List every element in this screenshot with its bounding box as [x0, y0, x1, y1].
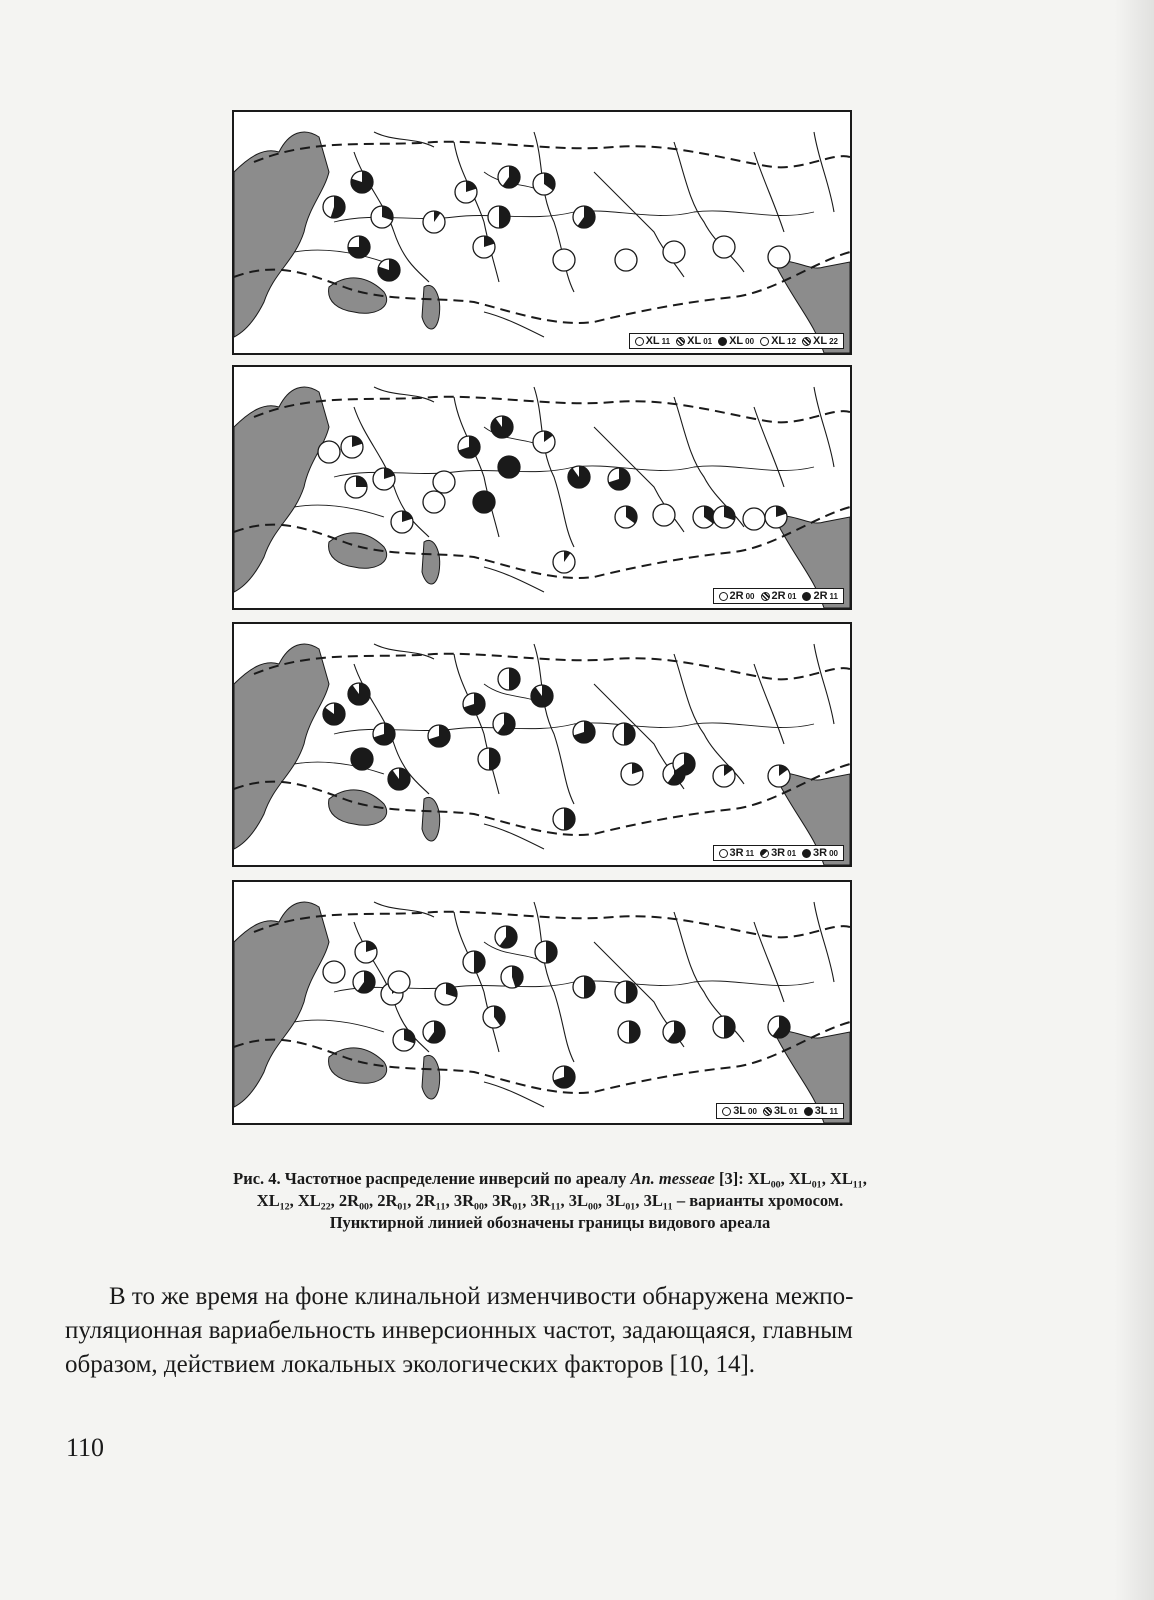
legend-label: 3R — [813, 847, 828, 859]
pie-outline — [433, 471, 455, 493]
page-number: 110 — [66, 1433, 105, 1462]
legend-entry — [722, 1105, 757, 1117]
population-pie — [318, 441, 340, 463]
river-line-3 — [534, 644, 574, 804]
legend-subscript: 01 — [788, 1106, 798, 1116]
population-pie — [341, 436, 363, 458]
river-line-9 — [484, 824, 544, 849]
population-pie — [608, 468, 630, 490]
pie-slice — [564, 808, 575, 830]
hatched-circle-icon — [802, 337, 811, 346]
range-boundary-north — [254, 654, 850, 680]
region-border-1 — [334, 212, 574, 222]
legend-label: 2R — [771, 590, 786, 602]
legend-label: 2R — [813, 590, 828, 602]
map-panel-2r — [232, 365, 852, 610]
population-pie — [535, 941, 557, 963]
pie-slice — [568, 466, 590, 488]
population-pie — [531, 685, 553, 707]
population-pie — [388, 971, 410, 993]
population-pie — [323, 703, 345, 725]
river-line-9 — [484, 312, 544, 337]
population-pie — [653, 504, 675, 526]
pie-outline — [318, 441, 340, 463]
legend-2r — [713, 588, 844, 604]
population-pie — [393, 1029, 415, 1051]
legend-label: 3L — [814, 1105, 828, 1117]
legend-entry — [760, 335, 796, 347]
filled-circle-icon — [802, 849, 811, 858]
legend-label: XL — [813, 335, 828, 347]
river-line-2 — [454, 654, 499, 794]
population-pie — [373, 723, 395, 745]
region-border-1 — [334, 467, 574, 477]
population-pie — [533, 173, 555, 195]
river-line-3 — [534, 387, 574, 547]
river-line-9 — [484, 567, 544, 592]
range-boundary-south — [234, 764, 850, 835]
legend-label: 2R — [729, 590, 744, 602]
range-boundary-north — [254, 912, 850, 938]
population-pie — [435, 983, 457, 1005]
filled-circle-icon — [718, 337, 727, 346]
range-boundary-north — [254, 142, 850, 168]
legend-entry — [804, 1105, 838, 1117]
legend-subscript: 01 — [787, 591, 797, 601]
population-pie — [463, 693, 485, 715]
population-pie — [663, 241, 685, 263]
population-pie — [573, 721, 595, 743]
population-pie — [673, 753, 695, 775]
river-line-7 — [814, 902, 834, 982]
population-pie — [458, 436, 480, 458]
pie-slice — [491, 416, 513, 438]
population-pie — [423, 211, 445, 233]
population-pie — [613, 723, 635, 745]
pie-outline — [768, 246, 790, 268]
range-boundary-north — [254, 397, 850, 423]
legend-subscript: 00 — [745, 591, 755, 601]
region-border-3 — [294, 505, 384, 517]
sea-shape-2 — [422, 797, 440, 841]
land-mass-west — [234, 902, 329, 1107]
legend-3l — [716, 1103, 844, 1119]
legend-entry — [760, 847, 796, 859]
population-pie — [353, 971, 375, 993]
pie-outline — [323, 961, 345, 983]
river-line-2 — [454, 397, 499, 537]
half-circle-icon — [760, 849, 769, 858]
population-pie — [428, 725, 450, 747]
legend-label: 3R — [729, 847, 744, 859]
population-pie — [498, 456, 520, 478]
legend-entry — [761, 590, 797, 602]
pie-outline — [388, 971, 410, 993]
legend-label: 3R — [771, 847, 786, 859]
pie-outline — [663, 241, 685, 263]
population-pie — [423, 491, 445, 513]
legend-entry — [802, 590, 838, 602]
cross-circle-icon — [760, 337, 769, 346]
body-paragraph — [65, 1280, 1065, 1382]
pie-slice — [498, 456, 520, 478]
pie-outline — [713, 236, 735, 258]
river-line-7 — [814, 387, 834, 467]
population-pie — [491, 416, 513, 438]
population-pie — [573, 976, 595, 998]
land-mass-west — [234, 644, 329, 849]
figure-caption — [100, 1168, 1000, 1234]
legend-entry — [719, 590, 755, 602]
population-pie — [371, 206, 393, 228]
population-pie — [568, 466, 590, 488]
river-line-3 — [534, 902, 574, 1062]
population-pie — [323, 961, 345, 983]
legend-label: XL — [645, 335, 660, 347]
legend-entry — [802, 847, 838, 859]
land-mass-west — [234, 387, 329, 592]
filled-circle-icon — [804, 1107, 813, 1116]
population-pie — [615, 506, 637, 528]
river-line-9 — [484, 1082, 544, 1107]
population-pie — [373, 468, 395, 490]
legend-subscript: 00 — [829, 848, 838, 858]
legend-entry — [676, 335, 712, 347]
population-pie — [473, 491, 495, 513]
land-mass-west — [234, 132, 329, 337]
population-pie — [693, 506, 715, 528]
open-circle-icon — [635, 337, 644, 346]
caption-line-2: XL₁₂, XL₂₂, 2R₀₀, 2R₀₁, 2R₁₁, 3R₀₀, 3R₀₁, 3R₁₁, 3L₀₀, 3L₀₁, 3L₁₁ – варианты хромосом. — [256, 1191, 844, 1210]
legend-subscript: 12 — [787, 336, 797, 346]
pie-slice — [348, 683, 370, 705]
sea-shape-2 — [422, 540, 440, 584]
legend-subscript: 01 — [787, 848, 797, 858]
river-line-2 — [454, 912, 499, 1052]
legend-subscript: 11 — [829, 591, 838, 601]
population-pie — [768, 246, 790, 268]
legend-subscript: 11 — [829, 1106, 838, 1116]
body-line-2: пуляционная вариабельность инверсионных частот, задающаяся, главным — [65, 1317, 853, 1344]
population-pie — [463, 951, 485, 973]
population-pie — [345, 476, 367, 498]
open-circle-icon — [719, 849, 728, 858]
legend-label: 3L — [773, 1105, 787, 1117]
legend-label: XL — [729, 335, 744, 347]
population-pie — [743, 508, 765, 530]
population-pie — [355, 941, 377, 963]
pie-slice — [546, 941, 557, 963]
population-pie — [478, 748, 500, 770]
filled-circle-icon — [802, 592, 811, 601]
pie-outline — [423, 491, 445, 513]
map-xl — [234, 112, 850, 353]
map-panel-xl — [232, 110, 852, 355]
hatched-circle-icon — [763, 1107, 772, 1116]
population-pie — [713, 765, 735, 787]
legend-subscript: 11 — [661, 336, 671, 346]
pie-slice — [509, 668, 520, 690]
pie-slice — [629, 1021, 640, 1043]
population-pie — [423, 1021, 445, 1043]
map-3l — [234, 882, 850, 1123]
population-pie — [765, 506, 787, 528]
population-pie — [713, 1016, 735, 1038]
pie-outline — [743, 508, 765, 530]
population-pie — [768, 1016, 790, 1038]
species-name: An. messeae — [630, 1169, 715, 1188]
range-boundary-south — [234, 252, 850, 323]
pie-slice — [388, 768, 410, 790]
map-panel-3l — [232, 880, 852, 1125]
map-3r — [234, 624, 850, 865]
population-pie — [391, 511, 413, 533]
pie-slice — [584, 976, 595, 998]
population-pie — [498, 166, 520, 188]
pie-slice — [499, 206, 510, 228]
map-panel-3r — [232, 622, 852, 867]
population-pie — [483, 1006, 505, 1028]
legend-entry — [763, 1105, 798, 1117]
pie-slice — [531, 685, 553, 707]
body-line-3: образом, действием локальных экологических факторов [10, 14]. — [65, 1351, 756, 1378]
legend-subscript: 00 — [748, 1106, 757, 1116]
population-pie — [713, 506, 735, 528]
pie-slice — [351, 748, 373, 770]
pie-slice — [474, 951, 485, 973]
legend-entry — [718, 335, 754, 347]
population-pie — [388, 768, 410, 790]
pie-slice — [473, 491, 495, 513]
population-pie — [621, 763, 643, 785]
open-circle-icon — [722, 1107, 731, 1116]
hatched-circle-icon — [761, 592, 770, 601]
legend-subscript: 22 — [829, 336, 838, 346]
population-pie — [553, 1066, 575, 1088]
population-pie — [488, 206, 510, 228]
legend-subscript: 11 — [745, 848, 755, 858]
population-pie — [553, 808, 575, 830]
legend-xl — [629, 333, 844, 349]
population-pie — [615, 981, 637, 1003]
population-pie — [553, 249, 575, 271]
population-pie — [533, 431, 555, 453]
legend-entry — [802, 335, 838, 347]
legend-3r — [713, 845, 844, 861]
sea-shape-2 — [422, 285, 440, 329]
region-border-1 — [334, 724, 574, 734]
population-pie — [618, 1021, 640, 1043]
population-pie — [351, 748, 373, 770]
population-pie — [495, 926, 517, 948]
sea-shape-2 — [422, 1055, 440, 1099]
pie-outline — [653, 504, 675, 526]
population-pie — [378, 259, 400, 281]
population-pie — [713, 236, 735, 258]
river-line-6 — [754, 922, 784, 1002]
population-pie — [501, 966, 523, 988]
population-pie — [348, 236, 370, 258]
pie-slice — [356, 476, 367, 487]
population-pie — [573, 206, 595, 228]
population-pie — [615, 249, 637, 271]
population-pie — [348, 683, 370, 705]
page-edge-shadow — [1114, 0, 1154, 1600]
legend-subscript: 01 — [703, 336, 713, 346]
population-pie — [768, 765, 790, 787]
river-line-7 — [814, 132, 834, 212]
river-line-7 — [814, 644, 834, 724]
pie-slice — [724, 1016, 735, 1038]
population-pie — [433, 471, 455, 493]
population-pie — [473, 236, 495, 258]
range-boundary-south — [234, 1022, 850, 1093]
population-pie — [663, 1021, 685, 1043]
caption-line-3: Пунктирной линией обозначены границы видового ареала — [329, 1213, 771, 1232]
legend-label: XL — [687, 335, 702, 347]
legend-label: 3L — [733, 1105, 747, 1117]
population-pie — [553, 551, 575, 573]
population-pie — [351, 171, 373, 193]
open-circle-icon — [719, 592, 728, 601]
river-line-6 — [754, 407, 784, 487]
region-border-3 — [294, 250, 384, 262]
legend-subscript: 00 — [745, 336, 755, 346]
river-line-6 — [754, 664, 784, 744]
legend-label: XL — [771, 335, 786, 347]
population-pie — [455, 181, 477, 203]
body-line-1: В то же время на фоне клинальной изменчивости обнаружена межпо- — [109, 1283, 854, 1310]
caption-line-1: Рис. 4. Частотное распределение инверсий по ареалу An. messeae [3]: XL₀₀, XL₀₁, XL₁₁, — [233, 1169, 867, 1188]
pie-outline — [553, 249, 575, 271]
population-pie — [493, 713, 515, 735]
population-pie — [323, 196, 345, 218]
legend-entry — [719, 847, 755, 859]
map-2r — [234, 367, 850, 608]
population-pie — [498, 668, 520, 690]
legend-entry — [635, 335, 671, 347]
pie-outline — [615, 249, 637, 271]
pie-slice — [489, 748, 500, 770]
pie-slice — [624, 723, 635, 745]
river-line-6 — [754, 152, 784, 232]
region-border-3 — [294, 1020, 384, 1032]
hatched-circle-icon — [676, 337, 685, 346]
